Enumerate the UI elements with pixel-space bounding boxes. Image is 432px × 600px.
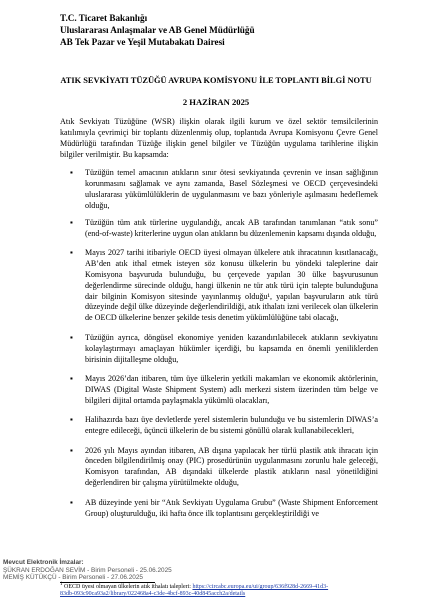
intro-paragraph: Atık Sevkiyatı Tüzüğüne (WSR) ilişkin olarak ilgili kurum ve özel sektör temsilcilerinin katılımıyla çevrimiçi bir toplantı düzenlenmiş olup, toplantıda Avrupa Komisyonu Çevre Genel Müdürlüğü tarafından Tüzüğe ilişkin genel bilgiler ve Tüzüğün uygulama tarihlerine ilişkin bilgiler verilmiştir. Bu kapsamda: bbox=[60, 117, 378, 160]
footnote-divider bbox=[60, 582, 155, 583]
list-item: ▪ Mayıs 2026’dan itibaren, tüm üye ülkelerin yetkili makamları ve ekonomik aktörlerinin, DIWAS (Digital Waste Shipment System) adlı merkezi sistem üzerinden tüm belge ve bilgileri dijital ortamda paylaşmakla yükümlü olacakları, bbox=[70, 374, 378, 405]
list-item: ▪ AB düzeyinde yeni bir “Atık Sevkiyatı Uygulama Grubu” (Waste Shipment Enforcement Group) oluşturulduğu, iki hafta önce ilk toplantısını gerçekleştirildiği ve bbox=[70, 497, 378, 518]
letterhead bbox=[60, 12, 255, 48]
bullet-icon: ▪ bbox=[70, 332, 73, 342]
document-date: 2 HAZİRAN 2025 bbox=[182, 97, 250, 107]
list-item: ▪ Tüzüğün tüm atık türlerine uygulandığı, ancak AB tarafından tanımlanan “atık sonu” (end-of-waste) kriterlerine uygun olan atıkların bu düzenlemenin kapsamı dışında olduğu, bbox=[70, 217, 378, 238]
footnote bbox=[60, 584, 378, 598]
bullet-icon: ▪ bbox=[70, 247, 73, 257]
list-item: ▪ Tüzüğün ayrıca, döngüsel ekonomiye yeniden kazandırılabilecek atıkların sevkiyatını kolaylaştırmayı amaçlayan hükümler içerdiği, bu kapsamda en önemli yeniliklerden birisinin dijitalleşme olduğu, bbox=[70, 332, 378, 364]
footnote-link-continued[interactable]: 83db-093c90ca93a2/library/022468a4-c3de-4bcf-893c-40d845acch2a/details bbox=[60, 591, 246, 598]
document-title: ATIK SEVKİYATI TÜZÜĞÜ AVRUPA KOMİSYONU İLE TOPLANTI BİLGİ NOTU bbox=[60, 76, 372, 85]
list-item: ▪ Halihazırda bazı üye devletlerde yerel sistemlerin bulunduğu ve bu sistemlerin DIWAS’a entegre edileceği, üçüncü ülkelerin de bu sistemi gönüllü olarak kullanabilecekleri, bbox=[70, 415, 378, 436]
bullet-list bbox=[60, 168, 378, 528]
list-item: ▪ Mayıs 2027 tarihi itibariyle OECD üyesi olmayan ülkelere atık ihracatının kısıtlanacağı, AB’den atık ithal etmek isteyen söz konusu ülkelerin bu yöndeki taleplerine dair Komisyona başvuruda bulunduğu, bu çerçevede yapılan 30 ülke başvurusunun değerlendirme sürecinde olduğu, hangi ülkenin ne tür atık türü için talepte bulunduğuna dair bilginin Komisyon sitesinde yayınlanmış olduğu¹, yapılan başvuruların atık türü düzeyinde değil ülke düzeyinde değerlendirildiği, atık ithalatı izni verilecek olan ülkelerin de OECD ülkelerine benzer şekilde tesis denetim yükümlülüğüne tabi olacağı, bbox=[70, 247, 378, 323]
footnote-text: OECD üyesi olmayan ülkelerin atık ithalatı talepleri: bbox=[64, 584, 193, 590]
footnote-marker: 1 bbox=[60, 582, 63, 587]
list-item: ▪ Tüzüğün temel amacının atıkların sınır ötesi sevkiyatında çevrenin ve insan sağlığının korunmasını sağlamak ve aynı zamanda, Basel Sözleşmesi ve OECD çerçevesindeki uluslararası yükümlülüklerin de uygulanmasını ve bazı yönleriyle aşılmasını hedeflemek olduğu, bbox=[70, 168, 378, 210]
esign-label: Mevcut Elektronik İmzalar: bbox=[3, 559, 84, 566]
electronic-signatures bbox=[3, 559, 172, 582]
signature-entry: MEMİŞ KÜTÜKÇÜ - Birim Personeli - 27.06.2025 bbox=[3, 574, 143, 581]
bullet-icon: ▪ bbox=[70, 217, 73, 227]
bullet-icon: ▪ bbox=[70, 497, 73, 507]
bullet-icon: ▪ bbox=[70, 415, 73, 425]
footnote-link[interactable]: https://circabc.europa.eu/ui/group/636f928d-2669-41d3- bbox=[192, 584, 329, 590]
bullet-icon: ▪ bbox=[70, 168, 73, 177]
list-item: ▪ 2026 yılı Mayıs ayından itibaren, AB dışına yapılacak her türlü plastik atık ihracatı için önceden bilgilendirilmiş onay (PIC) prosedürünün uygulanmasını zorunlu hale geleceği, Komisyon tarafından, AB dışındaki ülkelerde plastik atıkların nasıl yönetildiğini değerlendiren bir çalışma yürütülmekte olduğu, bbox=[70, 445, 378, 488]
signature-entry: ŞÜKRAN ERDOĞAN SEVİM - Birim Personeli - 25.06.2025 bbox=[3, 566, 172, 574]
department-name: AB Tek Pazar ve Yeşil Mutabakatı Dairesi bbox=[60, 37, 225, 47]
directorate-name: Uluslararası Anlaşmalar ve AB Genel Müdürlüğü bbox=[60, 25, 255, 35]
bullet-icon: ▪ bbox=[70, 445, 73, 455]
ministry-name: T.C. Ticaret Bakanlığı bbox=[60, 13, 148, 23]
bullet-icon: ▪ bbox=[70, 374, 73, 383]
